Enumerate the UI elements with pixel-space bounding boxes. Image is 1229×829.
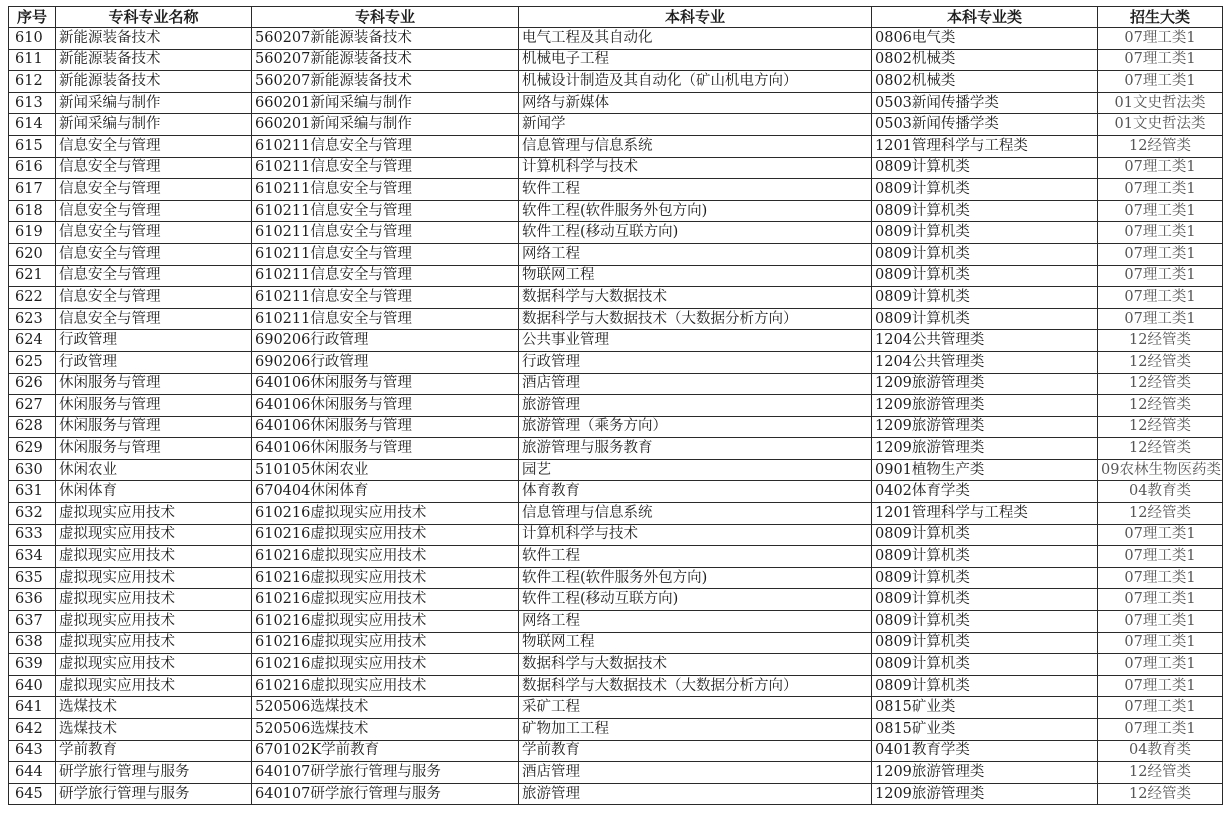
header-junior-major: 专科专业	[252, 7, 519, 28]
cell-undergrad-major: 软件工程(软件服务外包方向)	[519, 567, 872, 589]
cell-undergrad-major-class: 0809计算机类	[872, 157, 1098, 179]
cell-enrollment-category: 07理工类1	[1098, 179, 1223, 201]
cell-junior-major-name: 新闻采编与制作	[56, 114, 252, 136]
table-row	[9, 222, 1223, 244]
cell-junior-major-name: 休闲服务与管理	[56, 438, 252, 460]
cell-enrollment-category: 07理工类1	[1098, 697, 1223, 719]
cell-undergrad-major: 旅游管理（乘务方向）	[519, 416, 872, 438]
cell-junior-major: 610216虚拟现实应用技术	[252, 524, 519, 546]
cell-enrollment-category: 07理工类1	[1098, 243, 1223, 265]
cell-junior-major-name: 信息安全与管理	[56, 265, 252, 287]
cell-seq: 620	[9, 243, 56, 265]
cell-junior-major-name: 选煤技术	[56, 719, 252, 741]
table-row	[9, 395, 1223, 417]
table-row	[9, 503, 1223, 525]
table-row	[9, 157, 1223, 179]
cell-junior-major: 560207新能源装备技术	[252, 28, 519, 50]
cell-junior-major-name: 虚拟现实应用技术	[56, 546, 252, 568]
cell-junior-major-name: 休闲服务与管理	[56, 373, 252, 395]
cell-enrollment-category: 07理工类1	[1098, 589, 1223, 611]
table-row	[9, 373, 1223, 395]
cell-undergrad-major-class: 1209旅游管理类	[872, 438, 1098, 460]
cell-seq: 615	[9, 135, 56, 157]
cell-junior-major-name: 信息安全与管理	[56, 222, 252, 244]
cell-enrollment-category: 12经管类	[1098, 783, 1223, 805]
cell-junior-major-name: 信息安全与管理	[56, 179, 252, 201]
cell-seq: 617	[9, 179, 56, 201]
cell-undergrad-major-class: 0809计算机类	[872, 308, 1098, 330]
table-row	[9, 179, 1223, 201]
cell-enrollment-category: 07理工类1	[1098, 71, 1223, 93]
table-row	[9, 49, 1223, 71]
cell-junior-major-name: 虚拟现实应用技术	[56, 632, 252, 654]
cell-junior-major: 610216虚拟现实应用技术	[252, 503, 519, 525]
cell-junior-major: 690206行政管理	[252, 330, 519, 352]
cell-seq: 619	[9, 222, 56, 244]
cell-junior-major: 560207新能源装备技术	[252, 49, 519, 71]
cell-seq: 642	[9, 719, 56, 741]
cell-undergrad-major: 物联网工程	[519, 632, 872, 654]
table-row	[9, 243, 1223, 265]
cell-enrollment-category: 07理工类1	[1098, 200, 1223, 222]
cell-undergrad-major-class: 1204公共管理类	[872, 330, 1098, 352]
cell-undergrad-major: 软件工程	[519, 179, 872, 201]
cell-junior-major-name: 虚拟现实应用技术	[56, 611, 252, 633]
cell-undergrad-major: 软件工程(软件服务外包方向)	[519, 200, 872, 222]
cell-undergrad-major-class: 0802机械类	[872, 49, 1098, 71]
cell-enrollment-category: 12经管类	[1098, 135, 1223, 157]
table-row	[9, 675, 1223, 697]
cell-enrollment-category: 12经管类	[1098, 351, 1223, 373]
cell-undergrad-major-class: 0901植物生产类	[872, 459, 1098, 481]
table-row	[9, 740, 1223, 762]
cell-undergrad-major: 酒店管理	[519, 373, 872, 395]
cell-seq: 622	[9, 287, 56, 309]
table-row	[9, 351, 1223, 373]
cell-undergrad-major-class: 0503新闻传播学类	[872, 114, 1098, 136]
major-mapping-table	[8, 6, 1223, 805]
cell-undergrad-major: 电气工程及其自动化	[519, 28, 872, 50]
cell-junior-major-name: 信息安全与管理	[56, 308, 252, 330]
cell-seq: 645	[9, 783, 56, 805]
table-row	[9, 308, 1223, 330]
table-body	[9, 28, 1223, 805]
cell-undergrad-major: 旅游管理	[519, 783, 872, 805]
cell-undergrad-major-class: 0809计算机类	[872, 654, 1098, 676]
cell-junior-major: 670404休闲体育	[252, 481, 519, 503]
cell-junior-major: 610211信息安全与管理	[252, 157, 519, 179]
table-row	[9, 438, 1223, 460]
cell-junior-major: 640107研学旅行管理与服务	[252, 762, 519, 784]
table-row	[9, 589, 1223, 611]
table-row	[9, 459, 1223, 481]
cell-junior-major-name: 虚拟现实应用技术	[56, 675, 252, 697]
cell-seq: 624	[9, 330, 56, 352]
major-mapping-table-sheet	[8, 6, 1222, 805]
cell-enrollment-category: 12经管类	[1098, 330, 1223, 352]
cell-junior-major: 610211信息安全与管理	[252, 287, 519, 309]
cell-enrollment-category: 07理工类1	[1098, 719, 1223, 741]
cell-junior-major-name: 信息安全与管理	[56, 157, 252, 179]
cell-undergrad-major: 酒店管理	[519, 762, 872, 784]
cell-undergrad-major-class: 0809计算机类	[872, 265, 1098, 287]
cell-undergrad-major-class: 0809计算机类	[872, 524, 1098, 546]
cell-undergrad-major-class: 0402体育学类	[872, 481, 1098, 503]
header-undergrad-major-class: 本科专业类	[872, 7, 1098, 28]
cell-undergrad-major: 矿物加工工程	[519, 719, 872, 741]
cell-undergrad-major: 软件工程	[519, 546, 872, 568]
cell-undergrad-major-class: 1204公共管理类	[872, 351, 1098, 373]
cell-seq: 632	[9, 503, 56, 525]
cell-junior-major: 560207新能源装备技术	[252, 71, 519, 93]
cell-enrollment-category: 07理工类1	[1098, 265, 1223, 287]
cell-undergrad-major: 信息管理与信息系统	[519, 135, 872, 157]
cell-enrollment-category: 07理工类1	[1098, 675, 1223, 697]
cell-undergrad-major: 旅游管理	[519, 395, 872, 417]
cell-undergrad-major: 园艺	[519, 459, 872, 481]
table-row	[9, 632, 1223, 654]
cell-seq: 623	[9, 308, 56, 330]
cell-seq: 628	[9, 416, 56, 438]
table-row	[9, 524, 1223, 546]
cell-seq: 629	[9, 438, 56, 460]
cell-seq: 621	[9, 265, 56, 287]
cell-seq: 611	[9, 49, 56, 71]
cell-junior-major-name: 新能源装备技术	[56, 28, 252, 50]
cell-undergrad-major: 旅游管理与服务教育	[519, 438, 872, 460]
cell-undergrad-major: 体育教育	[519, 481, 872, 503]
cell-junior-major: 610211信息安全与管理	[252, 179, 519, 201]
cell-junior-major-name: 虚拟现实应用技术	[56, 567, 252, 589]
header-enrollment-category: 招生大类	[1098, 7, 1223, 28]
cell-undergrad-major-class: 0809计算机类	[872, 546, 1098, 568]
cell-junior-major-name: 行政管理	[56, 330, 252, 352]
cell-junior-major: 610216虚拟现实应用技术	[252, 611, 519, 633]
cell-junior-major: 640106休闲服务与管理	[252, 395, 519, 417]
cell-undergrad-major-class: 0809计算机类	[872, 611, 1098, 633]
cell-undergrad-major-class: 0809计算机类	[872, 589, 1098, 611]
table-row	[9, 287, 1223, 309]
cell-enrollment-category: 07理工类1	[1098, 157, 1223, 179]
cell-seq: 637	[9, 611, 56, 633]
table-row	[9, 654, 1223, 676]
cell-undergrad-major-class: 0809计算机类	[872, 632, 1098, 654]
cell-enrollment-category: 01文史哲法类	[1098, 92, 1223, 114]
cell-junior-major: 640106休闲服务与管理	[252, 416, 519, 438]
cell-seq: 613	[9, 92, 56, 114]
cell-undergrad-major-class: 1209旅游管理类	[872, 762, 1098, 784]
cell-undergrad-major: 行政管理	[519, 351, 872, 373]
cell-undergrad-major-class: 0815矿业类	[872, 697, 1098, 719]
cell-junior-major-name: 虚拟现实应用技术	[56, 654, 252, 676]
cell-undergrad-major-class: 1209旅游管理类	[872, 416, 1098, 438]
cell-undergrad-major: 新闻学	[519, 114, 872, 136]
cell-seq: 640	[9, 675, 56, 697]
cell-seq: 636	[9, 589, 56, 611]
cell-junior-major: 520506选煤技术	[252, 697, 519, 719]
cell-undergrad-major: 学前教育	[519, 740, 872, 762]
cell-undergrad-major: 信息管理与信息系统	[519, 503, 872, 525]
cell-seq: 644	[9, 762, 56, 784]
cell-junior-major-name: 新能源装备技术	[56, 49, 252, 71]
cell-junior-major: 610211信息安全与管理	[252, 243, 519, 265]
cell-undergrad-major-class: 1201管理科学与工程类	[872, 503, 1098, 525]
table-row	[9, 697, 1223, 719]
table-row	[9, 200, 1223, 222]
cell-seq: 630	[9, 459, 56, 481]
cell-undergrad-major: 计算机科学与技术	[519, 157, 872, 179]
cell-undergrad-major-class: 0809计算机类	[872, 675, 1098, 697]
cell-undergrad-major: 网络与新媒体	[519, 92, 872, 114]
cell-seq: 634	[9, 546, 56, 568]
cell-junior-major: 660201新闻采编与制作	[252, 92, 519, 114]
cell-seq: 618	[9, 200, 56, 222]
cell-junior-major: 610216虚拟现实应用技术	[252, 589, 519, 611]
table-row	[9, 567, 1223, 589]
cell-junior-major: 640107研学旅行管理与服务	[252, 783, 519, 805]
table-row	[9, 783, 1223, 805]
cell-enrollment-category: 09农林生物医药类	[1098, 459, 1223, 481]
cell-undergrad-major: 软件工程(移动互联方向)	[519, 589, 872, 611]
cell-seq: 641	[9, 697, 56, 719]
cell-seq: 639	[9, 654, 56, 676]
table-row	[9, 611, 1223, 633]
table-row	[9, 28, 1223, 50]
cell-undergrad-major-class: 0802机械类	[872, 71, 1098, 93]
cell-undergrad-major: 数据科学与大数据技术	[519, 287, 872, 309]
header-undergrad-major: 本科专业	[519, 7, 872, 28]
cell-enrollment-category: 07理工类1	[1098, 654, 1223, 676]
cell-junior-major-name: 信息安全与管理	[56, 243, 252, 265]
cell-junior-major-name: 虚拟现实应用技术	[56, 524, 252, 546]
table-row	[9, 330, 1223, 352]
cell-undergrad-major: 物联网工程	[519, 265, 872, 287]
cell-junior-major: 610211信息安全与管理	[252, 135, 519, 157]
cell-enrollment-category: 12经管类	[1098, 438, 1223, 460]
cell-seq: 616	[9, 157, 56, 179]
cell-enrollment-category: 07理工类1	[1098, 222, 1223, 244]
cell-junior-major-name: 研学旅行管理与服务	[56, 783, 252, 805]
cell-seq: 633	[9, 524, 56, 546]
cell-enrollment-category: 07理工类1	[1098, 28, 1223, 50]
table-row	[9, 719, 1223, 741]
cell-undergrad-major: 采矿工程	[519, 697, 872, 719]
cell-undergrad-major-class: 1209旅游管理类	[872, 783, 1098, 805]
cell-enrollment-category: 01文史哲法类	[1098, 114, 1223, 136]
cell-undergrad-major: 机械电子工程	[519, 49, 872, 71]
cell-enrollment-category: 12经管类	[1098, 503, 1223, 525]
cell-seq: 627	[9, 395, 56, 417]
cell-seq: 638	[9, 632, 56, 654]
cell-undergrad-major-class: 0809计算机类	[872, 179, 1098, 201]
cell-enrollment-category: 07理工类1	[1098, 49, 1223, 71]
cell-undergrad-major-class: 1209旅游管理类	[872, 373, 1098, 395]
cell-undergrad-major-class: 0809计算机类	[872, 243, 1098, 265]
cell-junior-major: 670102K学前教育	[252, 740, 519, 762]
cell-undergrad-major-class: 0503新闻传播学类	[872, 92, 1098, 114]
cell-undergrad-major-class: 0809计算机类	[872, 222, 1098, 244]
table-row	[9, 135, 1223, 157]
cell-seq: 626	[9, 373, 56, 395]
cell-enrollment-category: 12经管类	[1098, 395, 1223, 417]
cell-undergrad-major: 计算机科学与技术	[519, 524, 872, 546]
cell-junior-major-name: 虚拟现实应用技术	[56, 589, 252, 611]
cell-junior-major-name: 信息安全与管理	[56, 200, 252, 222]
table-row	[9, 481, 1223, 503]
cell-seq: 643	[9, 740, 56, 762]
cell-undergrad-major-class: 0809计算机类	[872, 287, 1098, 309]
cell-junior-major-name: 休闲服务与管理	[56, 395, 252, 417]
cell-junior-major: 640106休闲服务与管理	[252, 373, 519, 395]
cell-junior-major-name: 行政管理	[56, 351, 252, 373]
cell-junior-major: 610211信息安全与管理	[252, 200, 519, 222]
cell-junior-major: 610211信息安全与管理	[252, 265, 519, 287]
cell-enrollment-category: 07理工类1	[1098, 567, 1223, 589]
cell-junior-major: 610211信息安全与管理	[252, 308, 519, 330]
cell-junior-major: 510105休闲农业	[252, 459, 519, 481]
cell-undergrad-major: 数据科学与大数据技术	[519, 654, 872, 676]
header-seq: 序号	[9, 7, 56, 28]
cell-seq: 625	[9, 351, 56, 373]
cell-junior-major-name: 信息安全与管理	[56, 135, 252, 157]
cell-junior-major-name: 新能源装备技术	[56, 71, 252, 93]
cell-undergrad-major: 网络工程	[519, 243, 872, 265]
cell-junior-major-name: 选煤技术	[56, 697, 252, 719]
cell-undergrad-major: 数据科学与大数据技术（大数据分析方向）	[519, 675, 872, 697]
cell-junior-major: 610216虚拟现实应用技术	[252, 567, 519, 589]
table-row	[9, 114, 1223, 136]
cell-junior-major: 610216虚拟现实应用技术	[252, 546, 519, 568]
cell-junior-major-name: 休闲体育	[56, 481, 252, 503]
cell-enrollment-category: 12经管类	[1098, 416, 1223, 438]
cell-undergrad-major: 网络工程	[519, 611, 872, 633]
cell-junior-major-name: 虚拟现实应用技术	[56, 503, 252, 525]
cell-undergrad-major: 机械设计制造及其自动化（矿山机电方向）	[519, 71, 872, 93]
cell-undergrad-major-class: 0806电气类	[872, 28, 1098, 50]
cell-undergrad-major-class: 0815矿业类	[872, 719, 1098, 741]
cell-undergrad-major-class: 0401教育学类	[872, 740, 1098, 762]
cell-junior-major: 610211信息安全与管理	[252, 222, 519, 244]
cell-enrollment-category: 07理工类1	[1098, 524, 1223, 546]
cell-enrollment-category: 07理工类1	[1098, 546, 1223, 568]
cell-junior-major: 610216虚拟现实应用技术	[252, 654, 519, 676]
table-row	[9, 416, 1223, 438]
cell-enrollment-category: 04教育类	[1098, 740, 1223, 762]
cell-seq: 631	[9, 481, 56, 503]
cell-junior-major-name: 研学旅行管理与服务	[56, 762, 252, 784]
table-row	[9, 762, 1223, 784]
cell-seq: 612	[9, 71, 56, 93]
cell-seq: 610	[9, 28, 56, 50]
cell-junior-major: 640106休闲服务与管理	[252, 438, 519, 460]
table-row	[9, 71, 1223, 93]
cell-junior-major-name: 休闲服务与管理	[56, 416, 252, 438]
cell-enrollment-category: 07理工类1	[1098, 308, 1223, 330]
cell-junior-major-name: 新闻采编与制作	[56, 92, 252, 114]
cell-seq: 635	[9, 567, 56, 589]
table-row	[9, 92, 1223, 114]
cell-undergrad-major-class: 0809计算机类	[872, 200, 1098, 222]
cell-enrollment-category: 07理工类1	[1098, 611, 1223, 633]
cell-enrollment-category: 07理工类1	[1098, 632, 1223, 654]
cell-enrollment-category: 12经管类	[1098, 373, 1223, 395]
table-row	[9, 546, 1223, 568]
cell-junior-major-name: 休闲农业	[56, 459, 252, 481]
header-junior-major-name: 专科专业名称	[56, 7, 252, 28]
cell-enrollment-category: 12经管类	[1098, 762, 1223, 784]
cell-undergrad-major-class: 1201管理科学与工程类	[872, 135, 1098, 157]
cell-junior-major: 610216虚拟现实应用技术	[252, 632, 519, 654]
cell-junior-major-name: 信息安全与管理	[56, 287, 252, 309]
cell-enrollment-category: 07理工类1	[1098, 287, 1223, 309]
cell-junior-major-name: 学前教育	[56, 740, 252, 762]
cell-undergrad-major-class: 0809计算机类	[872, 567, 1098, 589]
cell-junior-major: 520506选煤技术	[252, 719, 519, 741]
cell-enrollment-category: 04教育类	[1098, 481, 1223, 503]
cell-junior-major: 660201新闻采编与制作	[252, 114, 519, 136]
cell-junior-major: 610216虚拟现实应用技术	[252, 675, 519, 697]
cell-undergrad-major: 公共事业管理	[519, 330, 872, 352]
table-row	[9, 265, 1223, 287]
cell-seq: 614	[9, 114, 56, 136]
cell-undergrad-major: 软件工程(移动互联方向)	[519, 222, 872, 244]
cell-junior-major: 690206行政管理	[252, 351, 519, 373]
cell-undergrad-major-class: 1209旅游管理类	[872, 395, 1098, 417]
cell-undergrad-major: 数据科学与大数据技术（大数据分析方向）	[519, 308, 872, 330]
table-header-row	[9, 7, 1223, 28]
